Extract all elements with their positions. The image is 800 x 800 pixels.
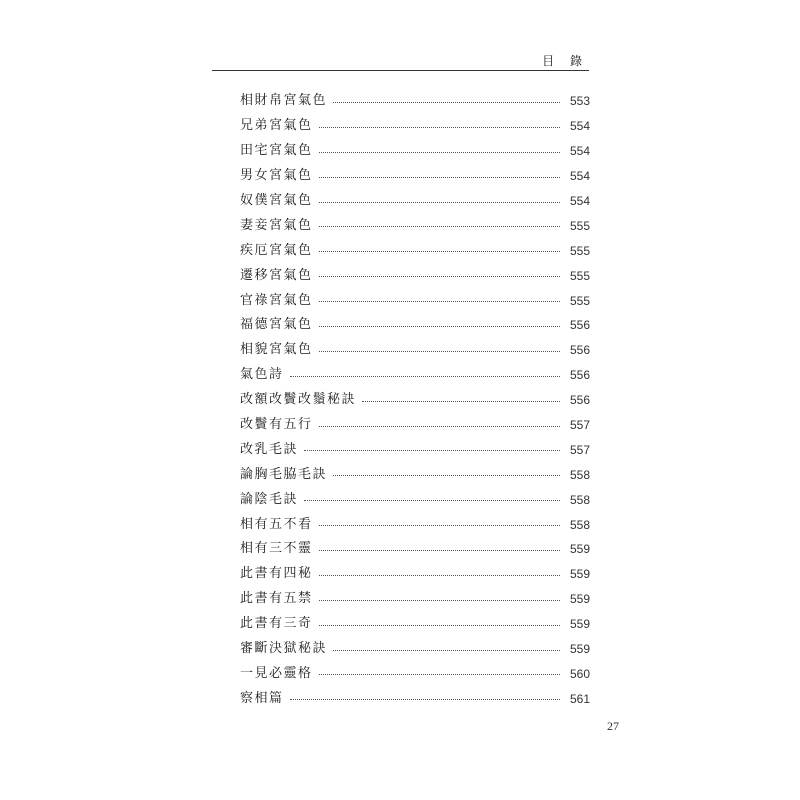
toc-entry bbox=[240, 213, 590, 238]
toc-dot-leader bbox=[319, 525, 560, 526]
toc-entry bbox=[240, 512, 590, 537]
toc-entry-title: 改鬢有五行 bbox=[240, 417, 313, 433]
toc-entry-title: 相有五不看 bbox=[240, 516, 313, 532]
toc-entry-title: 官祿宮氣色 bbox=[240, 292, 313, 308]
toc-entry bbox=[240, 89, 590, 114]
toc-entry bbox=[240, 288, 590, 313]
toc-entry-page: 560 bbox=[569, 666, 590, 681]
toc-entry-page: 559 bbox=[569, 592, 590, 607]
toc-dot-leader bbox=[319, 351, 560, 352]
toc-entry-title: 妻妾宮氣色 bbox=[240, 217, 313, 233]
toc-entry-page: 553 bbox=[569, 94, 590, 109]
toc-entry bbox=[240, 612, 590, 637]
toc-dot-leader bbox=[319, 177, 560, 178]
page-number: 27 bbox=[607, 719, 619, 733]
toc-entry-page: 558 bbox=[569, 517, 590, 532]
toc-entry bbox=[240, 338, 590, 363]
toc-dot-leader bbox=[319, 276, 560, 277]
toc-dot-leader bbox=[319, 127, 560, 128]
toc-entry-page: 559 bbox=[569, 542, 590, 557]
toc-dot-leader bbox=[304, 450, 560, 451]
toc-entry bbox=[240, 189, 590, 214]
toc-entry-page: 554 bbox=[569, 169, 590, 184]
toc-dot-leader bbox=[319, 226, 560, 227]
toc-entry-title: 相財帛宮氣色 bbox=[240, 93, 328, 109]
toc-entry-title: 審斷決獄秘訣 bbox=[240, 641, 328, 657]
toc-entry-title: 田宅宮氣色 bbox=[240, 143, 313, 159]
toc-entry-title: 改額改鬢改鬚秘訣 bbox=[240, 392, 357, 408]
toc-dot-leader bbox=[290, 376, 560, 377]
toc-entry-page: 555 bbox=[569, 243, 590, 258]
toc-entry bbox=[240, 238, 590, 263]
toc-entry-title: 兄弟宮氣色 bbox=[240, 118, 313, 134]
toc-dot-leader bbox=[319, 550, 560, 551]
toc-entry bbox=[240, 313, 590, 338]
toc-dot-leader bbox=[333, 650, 560, 651]
toc-entry bbox=[240, 388, 590, 413]
running-head-title: 目 錄 bbox=[542, 54, 588, 68]
toc-entry bbox=[240, 661, 590, 686]
toc-entry-page: 556 bbox=[569, 368, 590, 383]
toc-entry-page: 559 bbox=[569, 617, 590, 632]
toc-entry bbox=[240, 686, 590, 711]
toc-dot-leader bbox=[304, 500, 560, 501]
toc-dot-leader bbox=[362, 401, 560, 402]
toc-entry bbox=[240, 363, 590, 388]
toc-dot-leader bbox=[319, 152, 560, 153]
toc-entry-title: 察相篇 bbox=[240, 690, 284, 706]
toc-entry bbox=[240, 413, 590, 438]
toc-entry-title: 相有三不靈 bbox=[240, 541, 313, 557]
toc-dot-leader bbox=[319, 575, 560, 576]
toc-dot-leader bbox=[319, 674, 560, 675]
toc-entry bbox=[240, 164, 590, 189]
toc-entry-page: 557 bbox=[569, 442, 590, 457]
toc-entry-page: 558 bbox=[569, 492, 590, 507]
toc-entry-title: 此書有四秘 bbox=[240, 566, 313, 582]
toc-entry bbox=[240, 587, 590, 612]
toc-entry bbox=[240, 562, 590, 587]
toc-dot-leader bbox=[333, 102, 560, 103]
toc-entry bbox=[240, 637, 590, 662]
toc-entry-title: 相貌宮氣色 bbox=[240, 342, 313, 358]
toc-entry-page: 555 bbox=[569, 293, 590, 308]
toc-dot-leader bbox=[319, 251, 560, 252]
toc-entry bbox=[240, 537, 590, 562]
toc-entry-title: 氣色詩 bbox=[240, 367, 284, 383]
toc-entry-title: 此書有三奇 bbox=[240, 616, 313, 632]
toc-entry-title: 男女宮氣色 bbox=[240, 168, 313, 184]
toc-entry-page: 556 bbox=[569, 393, 590, 408]
toc-dot-leader bbox=[290, 699, 560, 700]
toc-entry bbox=[240, 437, 590, 462]
toc-entry-title: 奴僕宮氣色 bbox=[240, 193, 313, 208]
table-of-contents bbox=[240, 89, 590, 711]
toc-dot-leader bbox=[319, 326, 560, 327]
toc-dot-leader bbox=[319, 202, 560, 203]
toc-entry-page: 559 bbox=[569, 567, 590, 582]
header-rule bbox=[212, 70, 589, 71]
toc-dot-leader bbox=[319, 600, 560, 601]
toc-entry-title: 此書有五禁 bbox=[240, 591, 313, 607]
toc-entry-page: 555 bbox=[569, 268, 590, 283]
toc-entry-page: 558 bbox=[569, 467, 590, 482]
toc-entry bbox=[240, 139, 590, 164]
toc-entry-page: 561 bbox=[569, 691, 590, 706]
toc-entry-page: 557 bbox=[569, 418, 590, 433]
toc-entry-title: 論胸毛脇毛訣 bbox=[240, 466, 328, 482]
toc-dot-leader bbox=[319, 625, 560, 626]
toc-entry-page: 554 bbox=[569, 119, 590, 134]
toc-entry-page: 556 bbox=[569, 343, 590, 358]
toc-entry-title: 改乳毛訣 bbox=[240, 441, 299, 457]
toc-entry bbox=[240, 263, 590, 288]
toc-entry-title: 論陰毛訣 bbox=[240, 491, 299, 507]
toc-entry-page: 554 bbox=[569, 144, 590, 159]
toc-entry-title: 一見必靈格 bbox=[240, 665, 313, 681]
toc-entry-page: 556 bbox=[569, 318, 590, 333]
toc-entry-page: 555 bbox=[569, 218, 590, 233]
toc-dot-leader bbox=[319, 426, 560, 427]
toc-entry-page: 554 bbox=[569, 194, 590, 208]
toc-entry bbox=[240, 487, 590, 512]
toc-entry-title: 疾厄宮氣色 bbox=[240, 242, 313, 258]
toc-entry bbox=[240, 462, 590, 487]
toc-entry bbox=[240, 114, 590, 139]
toc-dot-leader bbox=[333, 475, 560, 476]
toc-entry-page: 559 bbox=[569, 642, 590, 657]
toc-dot-leader bbox=[319, 301, 560, 302]
toc-entry-title: 遷移宮氣色 bbox=[240, 267, 313, 283]
toc-entry-title: 福德宮氣色 bbox=[240, 317, 313, 333]
